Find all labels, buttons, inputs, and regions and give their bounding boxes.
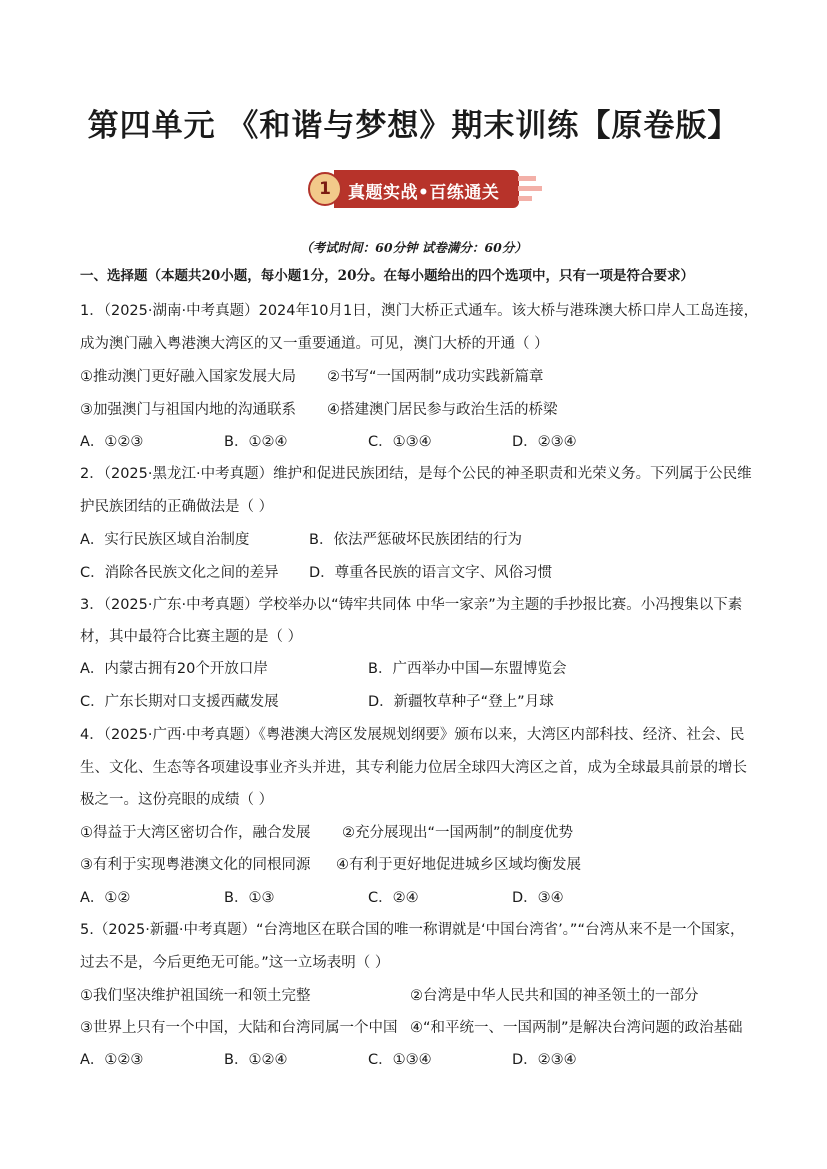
question-line: 成为澳门融入粤港澳大湾区的又一重要通道。可见，澳门大桥的开通（ ）	[80, 336, 549, 352]
statement: ③加强澳门与祖国内地的沟通联系	[80, 402, 296, 418]
banner-number: 1	[308, 172, 342, 206]
option-c[interactable]: C．消除各民族文化之间的差异	[80, 565, 279, 581]
question-line: 5.（2025·新疆·中考真题）“台湾地区在联合国的唯一称谓就是‘中国台湾省’。”“台湾从来不是一个国家，	[80, 922, 745, 938]
option-b[interactable]: B．广西举办中国—东盟博览会	[368, 661, 567, 677]
option-a[interactable]: A．实行民族区域自治制度	[80, 532, 250, 548]
statement: ③世界上只有一个中国，大陆和台湾同属一个中国	[80, 1020, 398, 1036]
question-line: 4．（2025·广西·中考真题）《粤港澳大湾区发展规划纲要》颁布以来，大湾区内部科技、经济、社会、民	[80, 727, 745, 743]
statement: ③有利于实现粤港澳文化的同根同源	[80, 857, 311, 873]
option-a[interactable]: A．内蒙古拥有20个开放口岸	[80, 661, 268, 677]
question-line: 生、文化、生态等各项建设事业齐头并进，其专利能力位居全球四大湾区之首，成为全球最具前景的增长	[80, 760, 747, 776]
banner-stripe	[518, 196, 532, 201]
statement: ①我们坚决维护祖国统一和领土完整	[80, 988, 311, 1004]
option-d[interactable]: D．②③④	[512, 1052, 577, 1068]
section-header: 一、选择题（本题共20小题，每小题1分，20分。在每小题给出的四个选项中，只有一项是符合要求）	[80, 268, 694, 284]
question-line: 护民族团结的正确做法是（ ）	[80, 499, 274, 515]
option-c[interactable]: C．①③④	[368, 434, 432, 450]
option-d[interactable]: D．②③④	[512, 434, 577, 450]
option-b[interactable]: B．①③	[224, 890, 275, 906]
question-line: 1．（2025·湖南·中考真题）2024年10月1日，澳门大桥正式通车。该大桥与港珠澳大桥口岸人工岛连接，	[80, 303, 759, 319]
section-banner	[308, 167, 540, 213]
statement: ②台湾是中华人民共和国的神圣领土的一部分	[410, 988, 699, 1004]
statement: ④搭建澳门居民参与政治生活的桥梁	[327, 402, 558, 418]
exam-info: （考试时间：60分钟 试卷满分：60分）	[300, 240, 527, 255]
statement: ①推动澳门更好融入国家发展大局	[80, 369, 296, 385]
banner-label: 真题实战•百练通关	[348, 183, 500, 203]
statement: ①得益于大湾区密切合作，融合发展	[80, 825, 311, 841]
statement: ④有利于更好地促进城乡区域均衡发展	[336, 857, 581, 873]
option-a[interactable]: A．①②③	[80, 434, 144, 450]
statement: ②书写“一国两制”成功实践新篇章	[327, 369, 544, 385]
option-d[interactable]: D．尊重各民族的语言文字、风俗习惯	[309, 565, 553, 581]
option-b[interactable]: B．依法严惩破坏民族团结的行为	[309, 532, 522, 548]
question-line: 极之一。这份亮眼的成绩（ ）	[80, 792, 274, 808]
statement: ④“和平统一、一国两制”是解决台湾问题的政治基础	[410, 1020, 743, 1036]
question-line: 3．（2025·广东·中考真题）学校举办以“铸牢共同体 中华一家亲”为主题的手抄报比赛。小冯搜集以下素	[80, 597, 743, 613]
option-a[interactable]: A．①②③	[80, 1052, 144, 1068]
option-b[interactable]: B．①②④	[224, 1052, 288, 1068]
option-c[interactable]: C．①③④	[368, 1052, 432, 1068]
banner-stripe	[518, 176, 536, 181]
banner-stripe	[518, 186, 542, 191]
option-d[interactable]: D．③④	[512, 890, 564, 906]
option-c[interactable]: C．②④	[368, 890, 419, 906]
option-a[interactable]: A．①②	[80, 890, 131, 906]
question-line: 过去不是，今后更绝无可能。”这一立场表明（ ）	[80, 955, 390, 971]
document-title: 第四单元 《和谐与梦想》期末训练【原卷版】	[87, 108, 740, 144]
option-d[interactable]: D．新疆牧草种子“登上”月球	[368, 694, 554, 710]
statement: ②充分展现出“一国两制”的制度优势	[342, 825, 574, 841]
question-line: 材，其中最符合比赛主题的是（ ）	[80, 629, 303, 645]
question-line: 2．（2025·黑龙江·中考真题）维护和促进民族团结，是每个公民的神圣职责和光荣义务。下列属于公民维	[80, 466, 752, 482]
option-c[interactable]: C．广东长期对口支援西藏发展	[80, 694, 279, 710]
option-b[interactable]: B．①②④	[224, 434, 288, 450]
